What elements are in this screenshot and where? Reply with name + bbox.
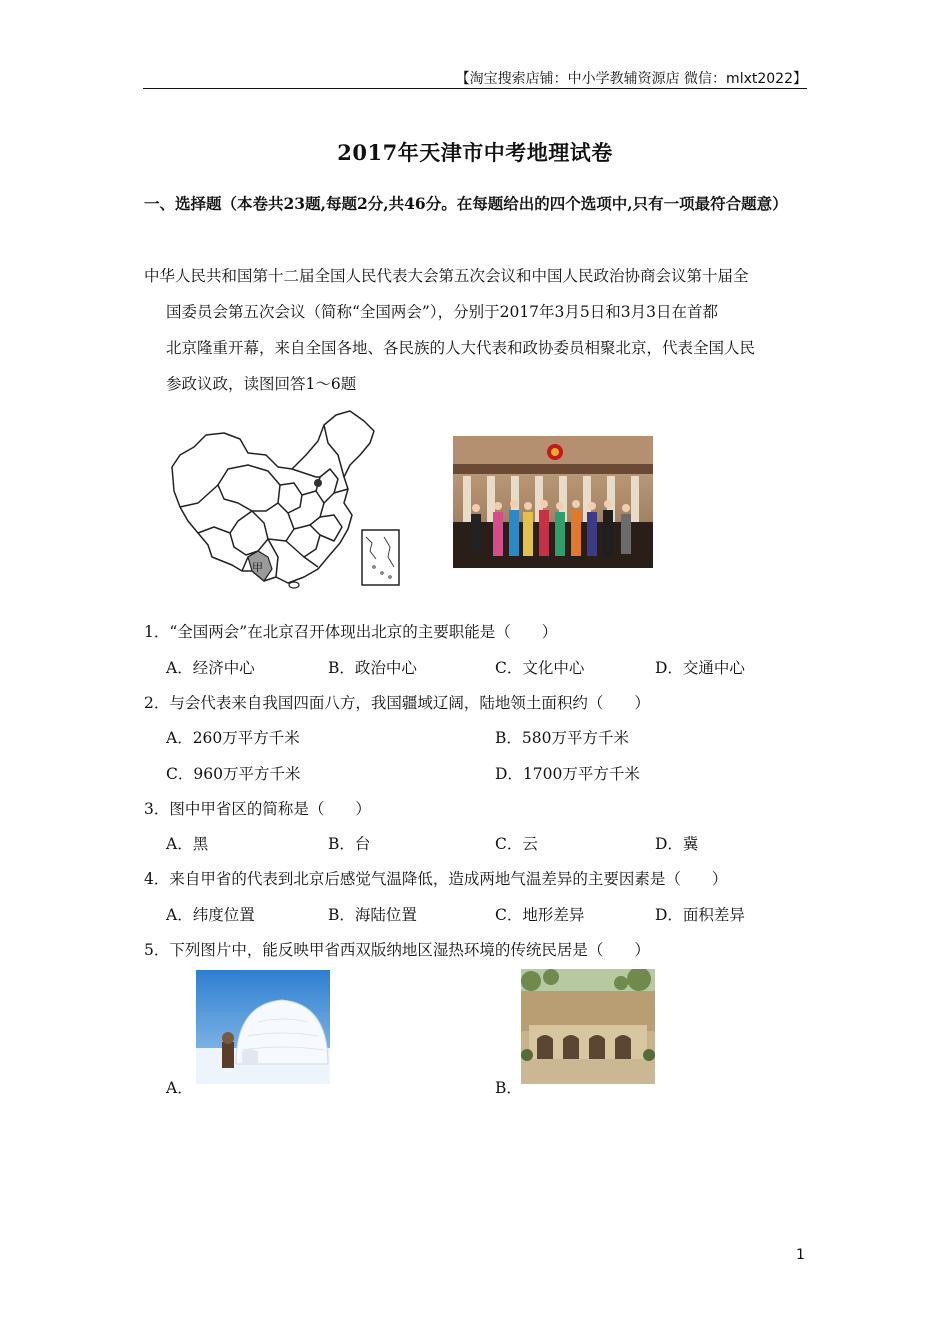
header-rule: [143, 88, 807, 89]
question-5-stem: 5．下列图片中，能反映甲省西双版纳地区湿热环境的传统民居是（ ）: [144, 941, 650, 959]
q2-option-a: A．260万平方千米: [166, 729, 300, 747]
question-2-stem: 2．与会代表来自我国四面八方，我国疆域辽阔，陆地领土面积约（ ）: [144, 694, 650, 712]
q1-option-b: B．政治中心: [328, 659, 417, 677]
q2-option-d: D．1700万平方千米: [495, 765, 640, 783]
china-map: [168, 407, 404, 593]
page-number: 1: [796, 1247, 805, 1263]
q4-option-d: D．面积差异: [655, 906, 745, 924]
intro-line-3: 北京隆重开幕，来自全国各地、各民族的人大代表和政协委员相聚北京，代表全国人民: [166, 339, 756, 357]
q2-option-c: C．960万平方千米: [166, 765, 301, 783]
intro-line-4: 参政议政，读图回答1～6题: [166, 375, 357, 393]
q1-option-d: D．交通中心: [655, 659, 745, 677]
exam-title: 2017年天津市中考地理试卷: [337, 140, 613, 165]
header-shop-text: 【淘宝搜索店铺：中小学教辅资源店 微信：mlxt2022】: [455, 71, 807, 87]
q4-option-a: A．纬度位置: [166, 906, 255, 924]
cave-dwelling-image: [521, 969, 655, 1084]
section-heading: 一、选择题（本卷共23题,每题2分,共46分。在每题给出的四个选项中,只有一项最符合题意）: [144, 194, 788, 213]
question-3-stem: 3．图中甲省区的简称是（ ）: [144, 800, 371, 818]
igloo-image: [196, 970, 330, 1084]
intro-line-2: 国委员会第五次会议（简称“全国两会”），分别于2017年3月5日和3月3日在首都: [166, 303, 718, 321]
map-label-jia: 甲: [252, 561, 263, 574]
q3-option-a: A．黑: [166, 835, 209, 853]
intro-line-1: 中华人民共和国第十二届全国人民代表大会第五次会议和中国人民政治协商会议第十届全: [144, 267, 749, 285]
q2-option-b: B．580万平方千米: [495, 729, 629, 747]
q3-option-d: D．冀: [655, 835, 699, 853]
question-4-stem: 4．来自甲省的代表到北京后感觉气温降低，造成两地气温差异的主要因素是（ ）: [144, 870, 728, 888]
china-outline: [172, 411, 374, 583]
beijing-marker: [314, 479, 322, 487]
q5-option-b: B．: [495, 1079, 522, 1097]
q1-option-a: A．经济中心: [166, 659, 255, 677]
question-1-stem: 1．“全国两会”在北京召开体现出北京的主要职能是（ ）: [144, 623, 558, 641]
q3-option-b: B．台: [328, 835, 371, 853]
q4-option-b: B．海陆位置: [328, 906, 417, 924]
intro-paragraph: [144, 258, 808, 402]
delegates-photo: [453, 436, 653, 568]
q5-option-a: A．: [166, 1079, 193, 1097]
q1-option-c: C．文化中心: [495, 659, 585, 677]
q4-option-c: C．地形差异: [495, 906, 585, 924]
q3-option-c: C．云: [495, 835, 538, 853]
